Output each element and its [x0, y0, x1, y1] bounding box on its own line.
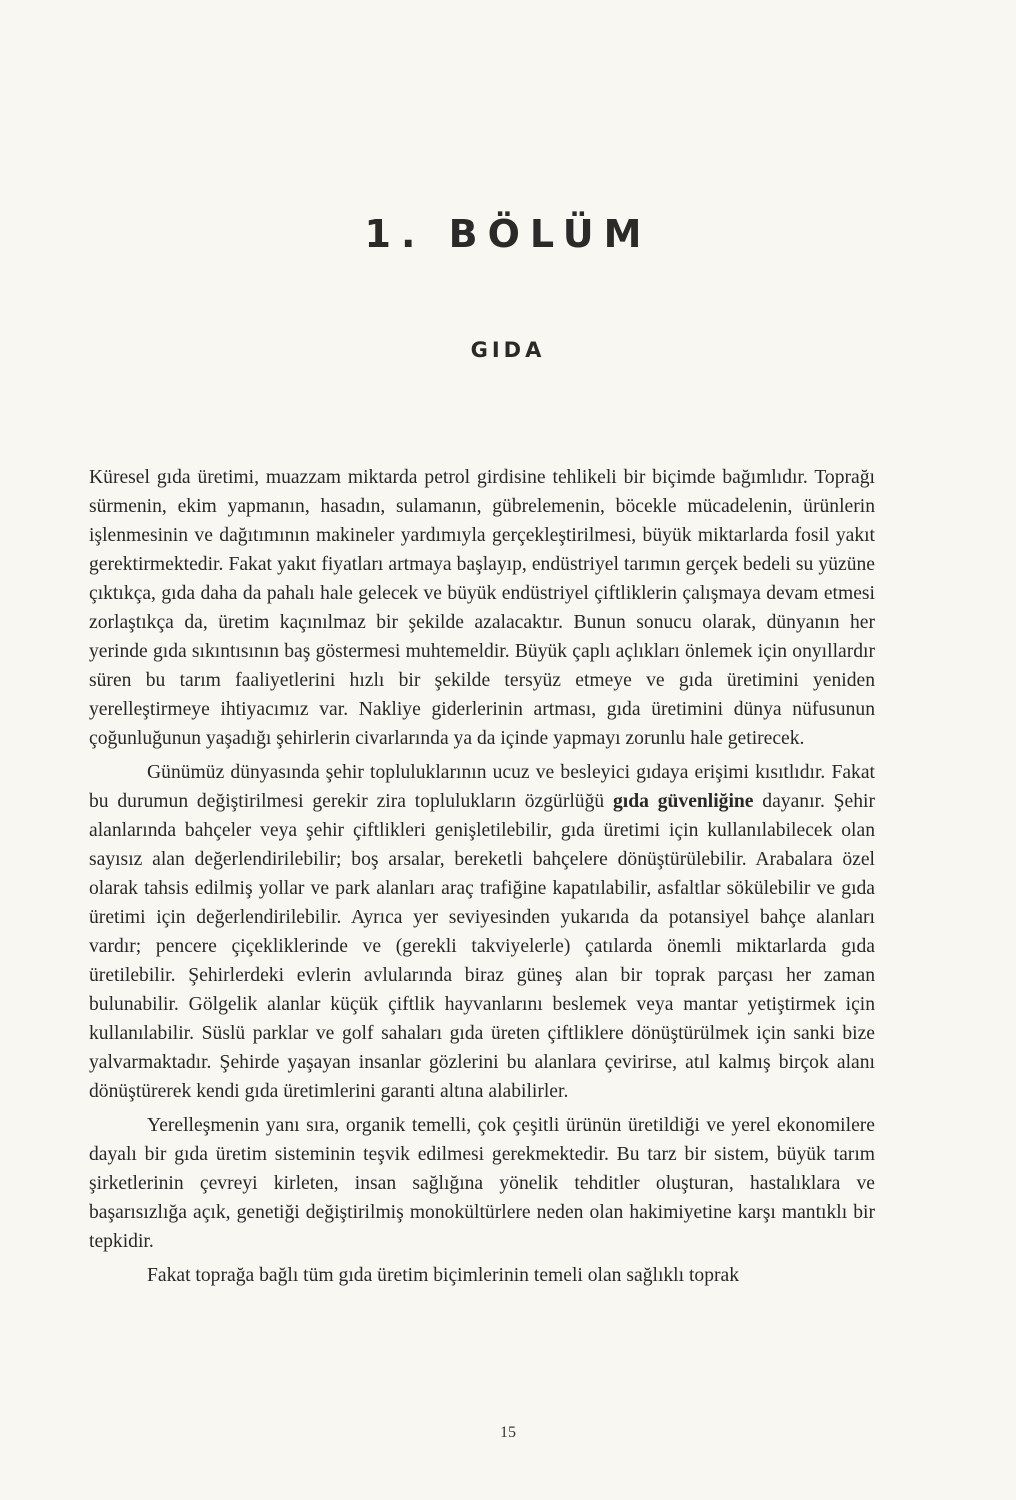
paragraph-2 — [89, 758, 875, 1106]
paragraph-2-after: dayanır. Şehir alanlarında bahçeler veya şehir çiftlikleri genişletilebilir, gıda üretimi için kullanılabilecek olan sayısız alan değerlendirilebilir; boş arsalar, bereketli bahçelere dönüştürülebilir. Arabalara özel olarak tahsis edilmiş yollar ve park alanları araç trafiğine kapatılabilir, asfaltlar sökülebilir ve gıda üretimi için değerlendirilebilir. Ayrıca yer seviyesinden yukarıda da potansiyel bahçe alanları vardır; pencere çiçekliklerinde ve (gerekli takviyelerle) çatılarda önemli miktarlarda gıda üretilebilir. Şehirlerdeki evlerin avlularında biraz güneş alan bir toprak parçası her zaman bulunabilir. Gölgelik alanlar küçük çiftlik hayvanlarını beslemek veya mantar yetiştirmek için kullanılabilir. Süslü parklar ve golf sahaları gıda üreten çiftliklere dönüştürülmek için sanki bize yalvarmaktadır. Şehirde yaşayan insanlar gözlerini bu alanlara çevirirse, atıl kalmış birçok alanı dönüştürerek kendi gıda üretimlerini garanti altına alabilirler. — [89, 791, 876, 1102]
paragraph-4: Fakat toprağa bağlı tüm gıda üretim biçimlerinin temeli olan sağlıklı toprak — [147, 1265, 740, 1286]
paragraph-2-before: Günümüz dünyasında şehir topluluklarının ucuz ve besleyici gıdaya erişimi kısıtlıdır. Fakat bu durumun değiştirilmesi gerekir zira toplulukların özgürlüğü — [89, 762, 875, 812]
chapter-heading: 1. BÖLÜM — [364, 212, 652, 256]
bold-term-gida-guvenligi: gıda güvenliğine — [612, 791, 754, 812]
body-text — [89, 463, 875, 1295]
section-heading: GIDA — [470, 338, 546, 362]
paragraph-3: Yerelleşmenin yanı sıra, organik temelli, çok çeşitli ürünün üretildiği ve yerel ekonomilere dayalı bir gıda üretim sisteminin teşvik edilmesi gerekmektedir. Bu tarz bir sistem, büyük tarım şirketlerinin çevreyi kirleten, insan sağlığına yönelik tehditler oluşturan, hastalıklara ve başarısızlığa açık, genetiği değiştirilmiş monokültürlere neden olan hakimiyetine karşı mantıklı bir tepkidir. — [89, 1115, 875, 1252]
page-number: 15 — [500, 1424, 516, 1441]
paragraph-1: Küresel gıda üretimi, muazzam miktarda petrol girdisine tehlikeli bir biçimde bağımlıdır. Toprağı sürmenin, ekim yapmanın, hasadın, sulamanın, gübrelemenin, böcekle mücadelenin, ürünlerin işlenmesinin ve dağıtımının makineler yardımıyla gerçekleştirilmesi, büyük miktarlarda fosil yakıt gerektirmektedir. Fakat yakıt fiyatları artmaya başlayıp, endüstriyel tarımın gerçek bedeli su yüzüne çıktıkça, gıda daha da pahalı hale gelecek ve büyük endüstriyel çiftliklerin çalışmaya devam etmesi zorlaştıkça da, üretim kaçınılmaz bir şekilde azalacaktır. Bunun sonucu olarak, dünyanın her yerinde gıda sıkıntısının baş göstermesi muhtemeldir. Büyük çaplı açlıkları önlemek için onyıllardır süren bu tarım faaliyetlerini hızlı bir şekilde tersyüz etmeye ve gıda üretimini yeniden yerelleştirmeye ihtiyacımız var. Nakliye giderlerinin artması, gıda üretimini dünya nüfusunun çoğunluğunun yaşadığı şehirlerin civarlarında ya da içinde yapmayı zorunlu hale getirecek. — [89, 467, 875, 749]
